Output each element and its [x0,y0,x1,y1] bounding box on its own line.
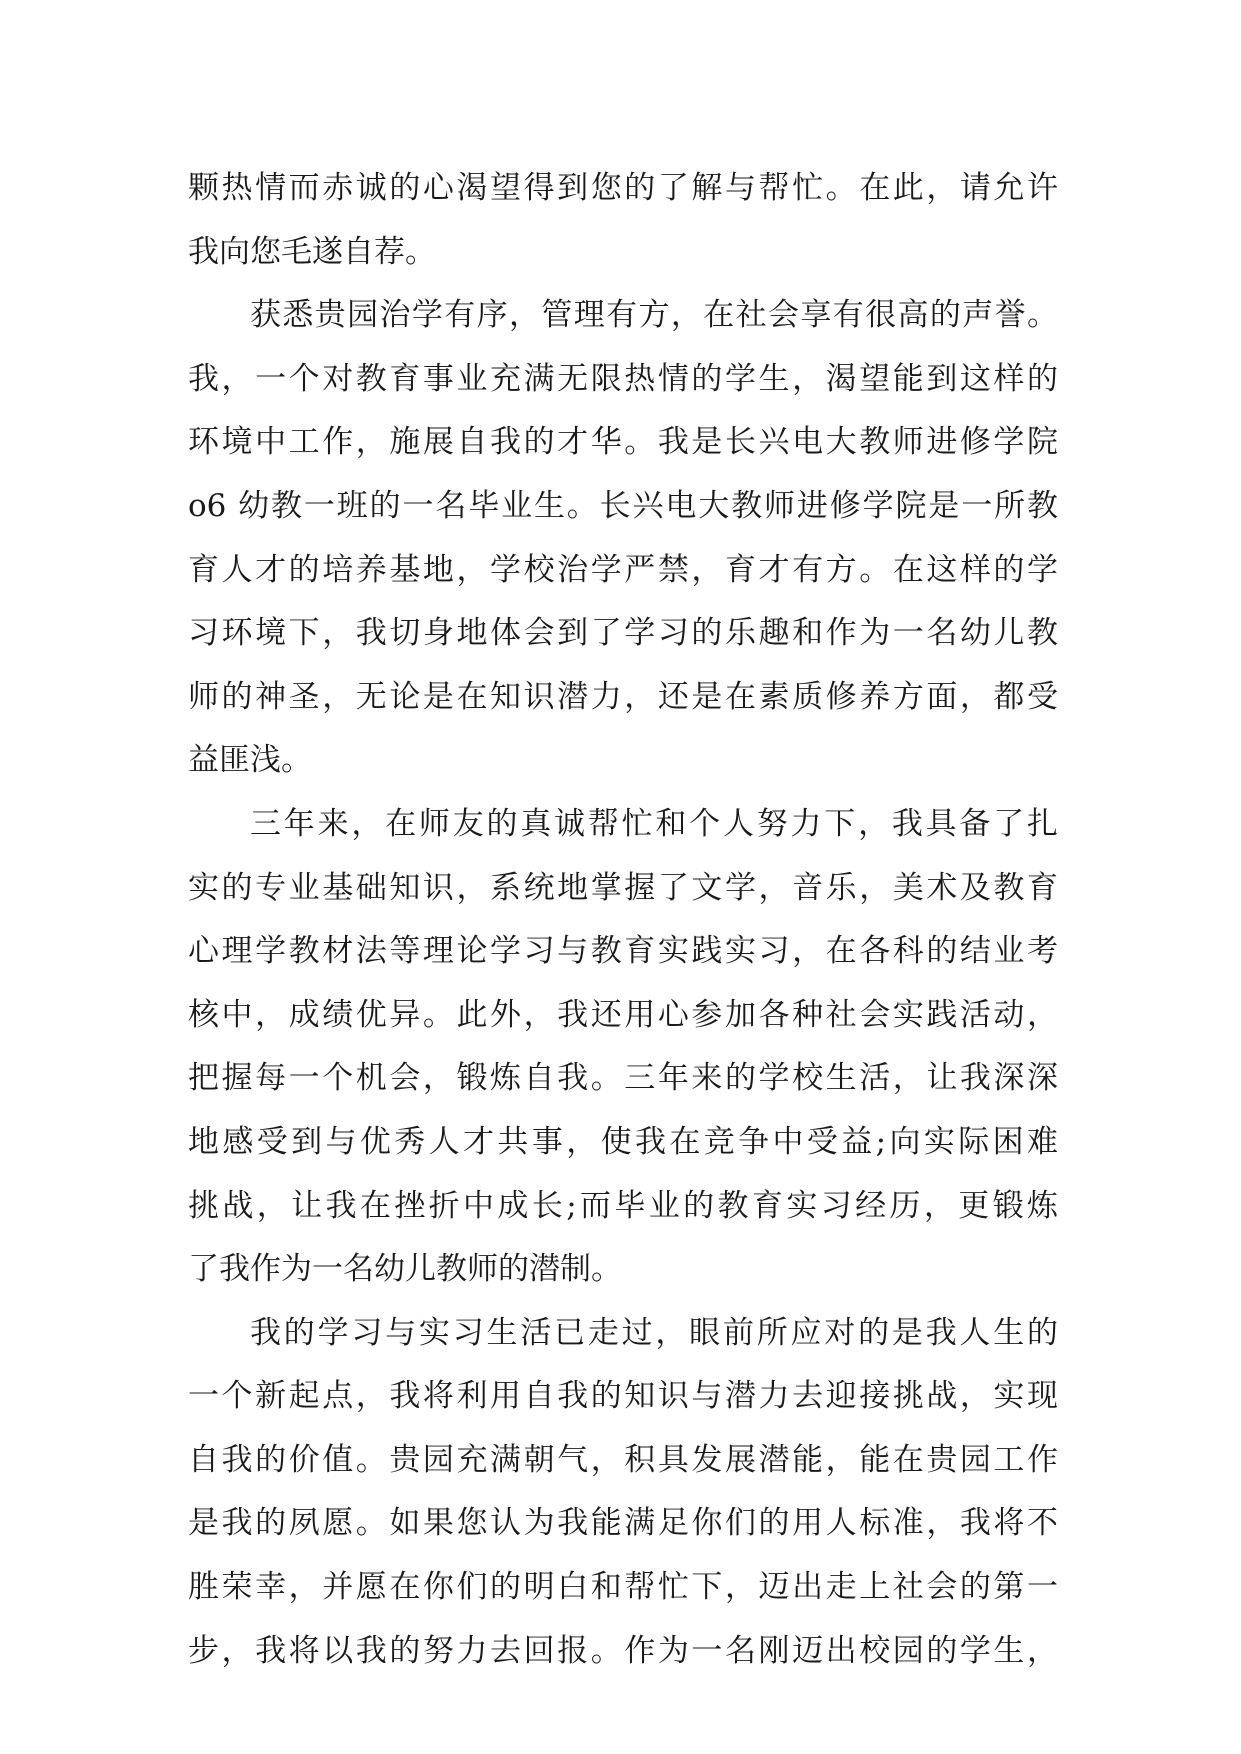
text-line: 自我的价值。贵园充满朝气，积具发展潜能，能在贵园工作 [188,1441,1058,1478]
text-line: 师的神圣，无论是在知识潜力，还是在素质修养方面，都受 [188,678,1058,715]
document-body [188,157,1058,1683]
text-line: 我，一个对教育事业充满无限热情的学生，渴望能到这样的 [188,360,1058,397]
text-line: 一个新起点，我将利用自我的知识与潜力去迎接挑战，实现 [188,1378,1058,1415]
text-line: 育人才的培养基地，学校治学严禁，育才有方。在这样的学 [188,551,1058,588]
paragraph-first-line: 三年来，在师友的真诚帮忙和个人努力下，我具备了扎 [250,805,1058,842]
text-line: 实的专业基础知识，系统地掌握了文学，音乐，美术及教育 [188,869,1058,906]
paragraph-first-line: 我的学习与实习生活已走过，眼前所应对的是我人生的 [250,1314,1058,1351]
text-line: 环境中工作，施展自我的才华。我是长兴电大教师进修学院 [188,424,1058,461]
paragraph-first-line: 获悉贵园治学有序，管理有方，在社会享有很高的声誉。 [250,297,1058,334]
text-line: 习环境下，我切身地体会到了学习的乐趣和作为一名幼儿教 [188,615,1058,652]
text-line: 把握每一个机会，锻炼自我。三年来的学校生活，让我深深 [188,1060,1058,1097]
text-line: 益匪浅。 [188,742,312,779]
text-line: 核中，成绩优异。此外，我还用心参加各种社会实践活动， [188,996,1058,1033]
text-line: 步，我将以我的努力去回报。作为一名刚迈出校园的学生， [188,1632,1058,1669]
text-line: 了我作为一名幼儿教师的潜制。 [188,1251,622,1288]
text-line: 是我的夙愿。如果您认为我能满足你们的用人标准，我将不 [188,1505,1058,1542]
text-line: 挑战，让我在挫折中成长;而毕业的教育实习经历，更锻炼 [188,1187,1058,1224]
text-line: o6 幼教一班的一名毕业生。长兴电大教师进修学院是一所教 [188,487,1058,524]
text-line: 地感受到与优秀人才共事，使我在竞争中受益;向实际困难 [188,1123,1058,1160]
text-line: 我向您毛遂自荐。 [188,233,436,270]
text-line: 心理学教材法等理论学习与教育实践实习，在各科的结业考 [188,933,1058,970]
text-line: 胜荣幸，并愿在你们的明白和帮忙下，迈出走上社会的第一 [188,1569,1058,1606]
text-line: 颗热情而赤诚的心渴望得到您的了解与帮忙。在此，请允许 [188,170,1058,206]
